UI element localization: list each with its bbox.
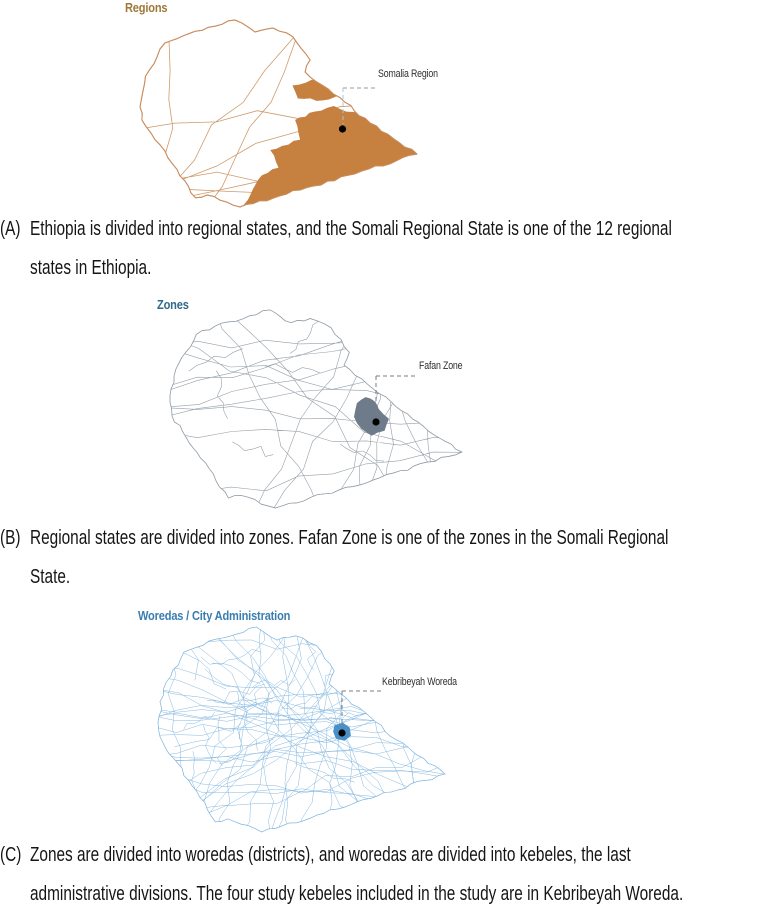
caption-a-line-1: Ethiopia is divided into regional states, and the Somali Regional State is one of the 12 regional [30, 217, 672, 240]
caption-c-line-2: administrative divisions. The four study kebeles included in the study are in Kebribeyah Woreda. [30, 882, 684, 905]
caption-b-index: (B) [0, 526, 21, 549]
caption-b-line-2: State. [30, 565, 71, 588]
caption-a-index: (A) [0, 217, 21, 240]
location-marker-dot [372, 418, 379, 425]
caption-c-index: (C) [0, 843, 22, 866]
somalia-region-callout-label: Somalia Region [378, 68, 438, 80]
ethiopia-regions-map [130, 14, 430, 210]
location-marker-dot [339, 125, 346, 132]
map-title-woredas: Woredas / City Administration [138, 608, 291, 623]
ethiopia-zones-map [160, 308, 470, 513]
fafan-zone-callout-label: Fafan Zone [419, 360, 463, 372]
country-outline [158, 627, 445, 832]
map-title-regions: Regions [125, 0, 168, 15]
caption-a-line-2: states in Ethiopia. [30, 256, 152, 279]
map-title-zones: Zones [157, 297, 189, 312]
caption-b [0, 518, 778, 596]
kebribeyah-woreda-callout-label: Kebribeyah Woreda [382, 676, 457, 688]
caption-c-line-1: Zones are divided into woredas (districts), and woredas are divided into kebeles, the last [30, 843, 631, 866]
caption-c [0, 835, 778, 913]
caption-b-line-1: Regional states are divided into zones. Fafan Zone is one of the zones in the Somali Regional [30, 526, 669, 549]
caption-a [0, 209, 778, 287]
country-outline [170, 310, 462, 508]
ethiopia-woredas-map [120, 618, 460, 840]
location-marker-dot [338, 729, 345, 736]
